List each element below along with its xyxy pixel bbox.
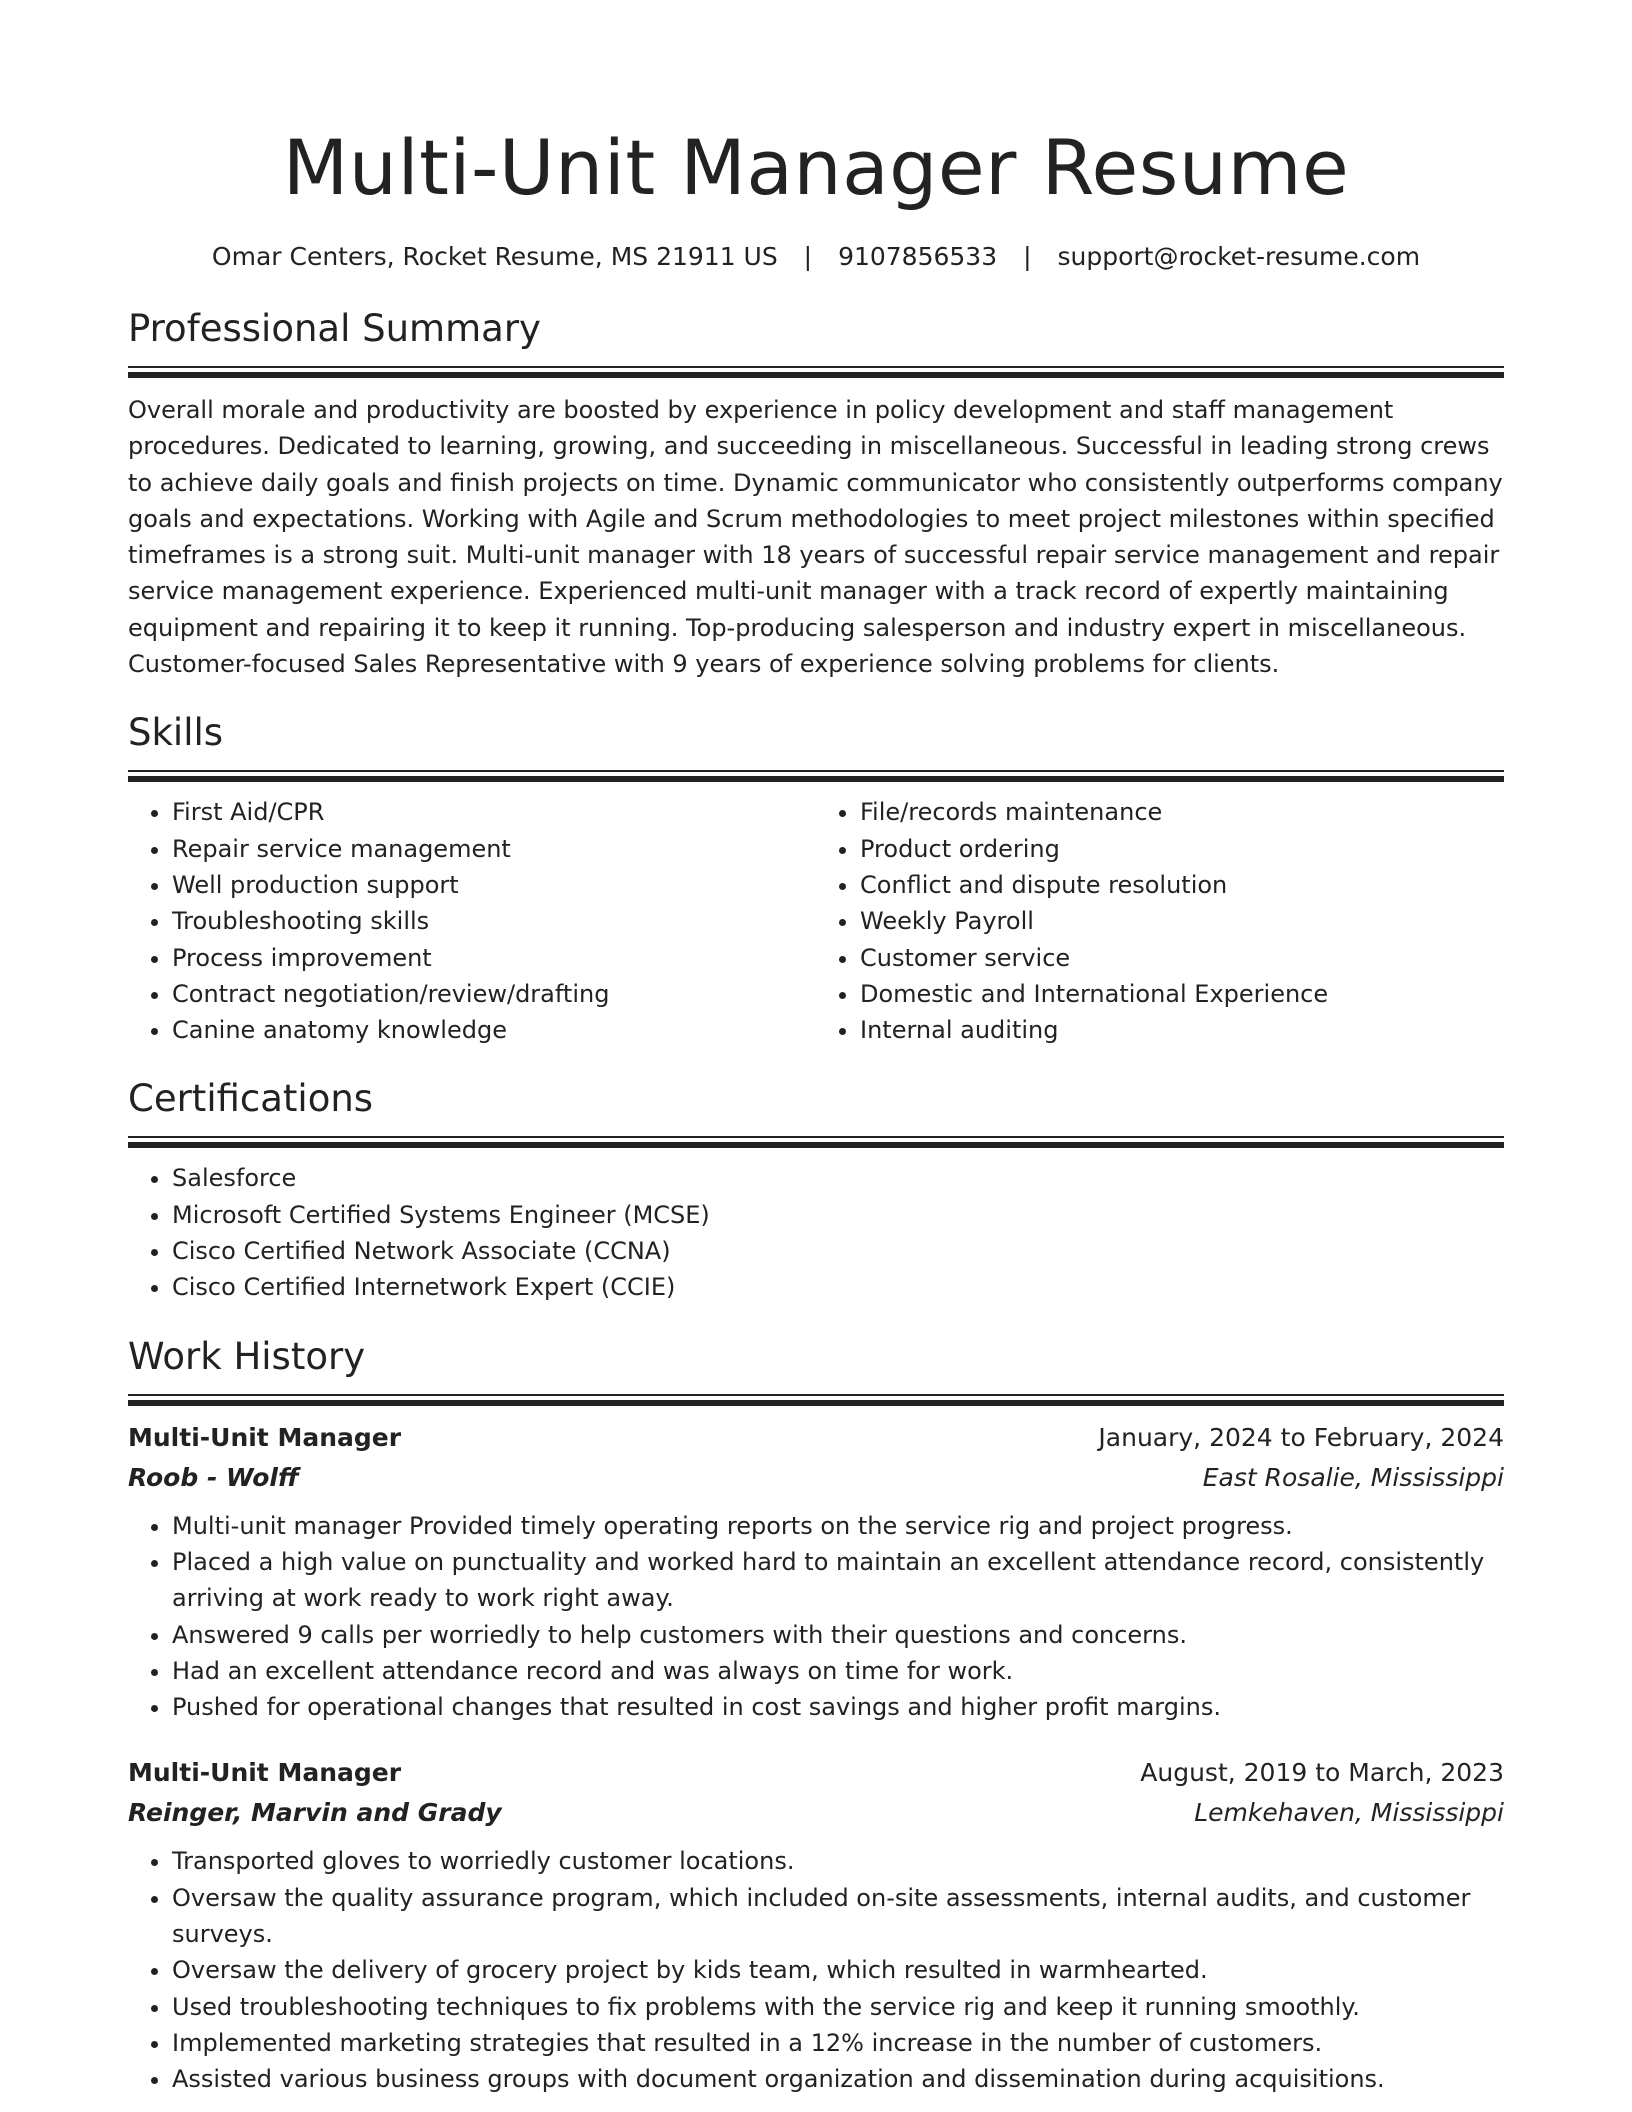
skills-list-right <box>816 794 1504 1048</box>
skill-item: • Customer service <box>860 940 1504 976</box>
job-title: Multi-Unit Manager <box>128 1758 402 1788</box>
summary-text: Overall morale and productivity are boosted by experience in policy development and staff management procedures. Dedicated to learning, growing, and succeeding in miscellaneous. Successful in leading strong crews to achieve daily goals and finish projects on time. Dynamic communicator who consistently outperforms company goals and expectations. Working with Agile and Scrum methodologies to meet project milestones within specified timeframes is a strong suit. Multi-unit manager with 18 years of successful repair service management and repair service management experience. Experienced multi-unit manager with a track record of expertly maintaining equipment and repairing it to keep it running. Top-producing salesperson and industry expert in miscellaneous. Customer-focused Sales Representative with 9 years of experience solving problems for clients. <box>128 396 1503 679</box>
job-location: East Rosalie, Mississippi <box>1202 1462 1504 1492</box>
skills-section <box>128 708 1504 1048</box>
job-header <box>128 1418 1504 1458</box>
work-history-section <box>128 1332 1504 2098</box>
contact-address: Omar Centers, Rocket Resume, MS 21911 US <box>211 242 778 271</box>
contact-separator: | <box>803 242 813 271</box>
section-divider <box>128 366 1504 376</box>
job-header <box>128 1753 1504 1793</box>
section-divider <box>128 1394 1504 1404</box>
summary-heading: Professional Summary <box>128 307 541 350</box>
skill-item: • Repair service management <box>172 831 816 867</box>
skills-heading: Skills <box>128 711 224 755</box>
job-bullets <box>128 1843 1504 2097</box>
skill-item: • Well production support <box>172 867 816 903</box>
job-bullet: • Used troubleshooting techniques to fix problems with the service rig and keep it running smoothly. <box>172 1989 1504 2025</box>
skill-item: • Process improvement <box>172 940 816 976</box>
job-bullet: • Implemented marketing strategies that resulted in a 12% increase in the number of customers. <box>172 2025 1504 2061</box>
job-bullet: • Placed a high value on punctuality and worked hard to maintain an excellent attendance record, consistently arriving at work ready to work right away. <box>172 1544 1504 1617</box>
skill-item: • Internal auditing <box>860 1012 1504 1048</box>
skill-item: • Product ordering <box>860 831 1504 867</box>
job-entry <box>128 1418 1504 1726</box>
contact-line <box>128 240 1504 274</box>
job-bullet: • Pushed for operational changes that resulted in cost savings and higher profit margins. <box>172 1689 1504 1725</box>
job-bullet: • Oversaw the quality assurance program, which included on-site assessments, internal audits, and customer surveys. <box>172 1880 1504 1953</box>
skill-item: • Domestic and International Experience <box>860 976 1504 1012</box>
certifications-section <box>128 1074 1504 1305</box>
skill-item: • Weekly Payroll <box>860 903 1504 939</box>
job-company: Reinger, Marvin and Grady <box>128 1798 502 1828</box>
work-history-heading: Work History <box>128 1334 366 1378</box>
certifications-heading: Certifications <box>128 1077 374 1121</box>
job-bullets <box>128 1508 1504 1726</box>
skill-item: • Conflict and dispute resolution <box>860 867 1504 903</box>
section-divider <box>128 770 1504 780</box>
skills-grid <box>128 794 1504 1048</box>
certification-item: • Cisco Certified Internetwork Expert (CCIE) <box>172 1269 1504 1305</box>
skill-item: • File/records maintenance <box>860 794 1504 830</box>
summary-section <box>128 304 1504 682</box>
skill-item: • Troubleshooting skills <box>172 903 816 939</box>
skill-item: • Canine anatomy knowledge <box>172 1012 816 1048</box>
job-location: Lemkehaven, Mississippi <box>1194 1798 1504 1828</box>
job-bullet: • Transported gloves to worriedly customer locations. <box>172 1843 1504 1879</box>
contact-phone: 9107856533 <box>838 242 998 271</box>
job-subheader <box>128 1458 1504 1498</box>
job-dates: August, 2019 to March, 2023 <box>1140 1758 1504 1788</box>
certifications-list <box>128 1160 1504 1305</box>
job-title: Multi-Unit Manager <box>128 1422 402 1452</box>
job-bullet: • Had an excellent attendance record and was always on time for work. <box>172 1653 1504 1689</box>
job-company: Roob - Wolff <box>128 1462 299 1492</box>
page-title: Multi-Unit Manager Resume <box>282 123 1350 212</box>
contact-email: support@rocket-resume.com <box>1057 242 1421 271</box>
job-entry <box>128 1753 1504 2097</box>
certification-item: • Microsoft Certified Systems Engineer (MCSE) <box>172 1197 1504 1233</box>
job-bullet: • Assisted various business groups with document organization and dissemination during acquisitions. <box>172 2061 1504 2097</box>
job-bullet: • Multi-unit manager Provided timely operating reports on the service rig and project progress. <box>172 1508 1504 1544</box>
job-dates: January, 2024 to February, 2024 <box>1098 1422 1504 1452</box>
skill-item: • Contract negotiation/review/drafting <box>172 976 816 1012</box>
skill-item: • First Aid/CPR <box>172 794 816 830</box>
job-bullet: • Answered 9 calls per worriedly to help customers with their questions and concerns. <box>172 1617 1504 1653</box>
section-divider <box>128 1136 1504 1146</box>
contact-separator: | <box>1023 242 1032 271</box>
skills-list-left <box>128 794 816 1048</box>
certification-item: • Cisco Certified Network Associate (CCNA) <box>172 1233 1504 1269</box>
job-subheader <box>128 1793 1504 1833</box>
job-bullet: • Oversaw the delivery of grocery project by kids team, which resulted in warmhearted. <box>172 1952 1504 1988</box>
certification-item: • Salesforce <box>172 1160 1504 1196</box>
